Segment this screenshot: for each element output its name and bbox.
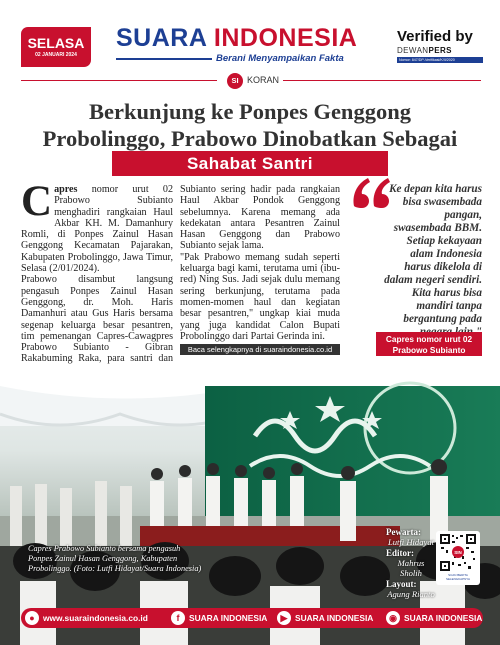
section-rule-right <box>283 80 481 81</box>
day-label: SELASA <box>27 35 85 51</box>
globe-icon: ● <box>25 611 39 625</box>
section-row <box>0 73 500 89</box>
lead-word: apres <box>54 184 78 195</box>
editor-label: Editor: <box>386 548 414 558</box>
drop-cap: C <box>21 178 53 225</box>
read-more-link[interactable]: Baca selengkapnya di suaraindonesia.co.id <box>180 344 340 355</box>
quote-source-line1: Capres nomor urut 02 <box>385 334 473 344</box>
article-paragraph: "Pak Prabowo memang sudah seperti keluarga bagi kami, terutama umi (ibu-red) Ning Sus. Jadi sejak dulu memang sering berkunjung, terutama pada momen-momen haul dan kegiatan besar pesantren," ungkap kiai muda yang juga kandidat Calon Bupati Probolinggo dari Partai Gerinda ini. <box>180 251 340 342</box>
headline-line2: Probolinggo, Prabowo Dinobatkan Sebagai <box>42 126 458 151</box>
instagram-icon[interactable]: ◉ <box>386 611 400 625</box>
layout-label: Layout: <box>386 579 417 589</box>
headline-line1: Berkunjung ke Ponpes Genggong <box>89 99 411 124</box>
article-column-2 <box>180 184 340 342</box>
tagline-divider <box>116 58 212 60</box>
footer-instagram[interactable]: SUARA INDONESIA <box>404 613 483 623</box>
article-paragraph: Prabowo disambut langsung pengasuh Ponpes Zainul Hasan Genggong, dr. Moh. Haris Damanhuri atau Gus Haris bersama segenap keluarga besar pesantren, tim pemenangan Capres-Cawagpres Prabowo Subianto - Gibran Rakabuming Raka, para santri dan <box>21 274 173 365</box>
masthead <box>0 0 500 75</box>
verified-badge <box>397 28 483 63</box>
section-label: KORAN <box>247 75 280 85</box>
article-column-1 <box>21 178 173 387</box>
quote-source <box>376 332 482 356</box>
headline <box>0 98 500 152</box>
footer-youtube[interactable]: SUARA INDONESIA <box>295 613 374 623</box>
verified-org: DEWANPERS <box>397 46 452 55</box>
quote-source-line2: Prabowo Subianto <box>392 344 466 355</box>
pull-quote: Ke depan kita harus bisa swasembada pangan, swasembada BBM. Setiap kekayaan alam Indonesia harus dikelola di dalam negeri sendiri. Kita harus bisa mandiri tanpa bergantung pada <box>384 183 482 325</box>
qr-badge: SIN <box>454 550 462 555</box>
footer-bar <box>21 608 483 628</box>
article-photo <box>0 366 500 645</box>
brand-part1: SUARA <box>116 24 207 52</box>
editor-name: Mahrus Sholih <box>397 558 425 578</box>
tagline: Berani Menyampaikan Fakta <box>216 53 344 64</box>
pewarta-name: Lutfi Hidayat <box>387 537 435 547</box>
verified-title: Verified by <box>397 28 473 45</box>
subheadline: Sahabat Santri <box>112 151 388 176</box>
layout-name: Agung Rianto <box>387 589 435 599</box>
photo-caption: Capres Prabowo Subianto bersama pengasuh Ponpes Zainul Hasan Genggong, Kabupaten Probolinggo. (Foto: Lutfi Hidayat/Suara Indonesia) <box>28 544 202 573</box>
footer-website[interactable]: www.suaraindonesia.co.id <box>43 613 148 623</box>
brand-logo <box>116 24 357 53</box>
youtube-icon[interactable]: ▶ <box>277 611 291 625</box>
credits <box>386 527 436 600</box>
article-paragraph: Subianto sering hadir pada rangkaian Haul Akbar Pondok Genggong sebelumnya. Karena memang ada kedekatan antara Pesantren Zainul Hasan Genggong dan Prabowo Subianto sejak lama. <box>180 184 340 252</box>
date-label: 02 JANUARI 2024 <box>35 52 77 58</box>
article-paragraph: Capres nomor urut 02 Prabowo Subianto menghadiri rangkaian Haul Akbar KH. M. Damanhury Romli, di Ponpes Zainul Hasan Genggong Kecamatan Pajarakan, Kabupaten Probolinggo, Jawa Timur, Selasa (2/01/2024). <box>21 178 173 275</box>
section-rule-left <box>21 80 217 81</box>
qr-code-icon <box>440 534 476 571</box>
footer-facebook[interactable]: SUARA INDONESIA <box>189 613 268 623</box>
tagline-bar <box>116 53 368 65</box>
brand-part2: INDONESIA <box>213 24 358 52</box>
qr-code[interactable] <box>436 531 480 585</box>
facebook-icon[interactable]: f <box>171 611 185 625</box>
pewarta-label: Pewarta: <box>386 527 421 537</box>
date-badge <box>21 27 91 67</box>
verified-number: Nomor: 847/DP-Verifikasi/K/II/2020 <box>397 57 483 63</box>
qr-label: SCAN BERITA SELENGKAPNYA <box>445 573 471 581</box>
photo-illustration <box>0 366 500 645</box>
section-badge: SI <box>227 73 243 89</box>
